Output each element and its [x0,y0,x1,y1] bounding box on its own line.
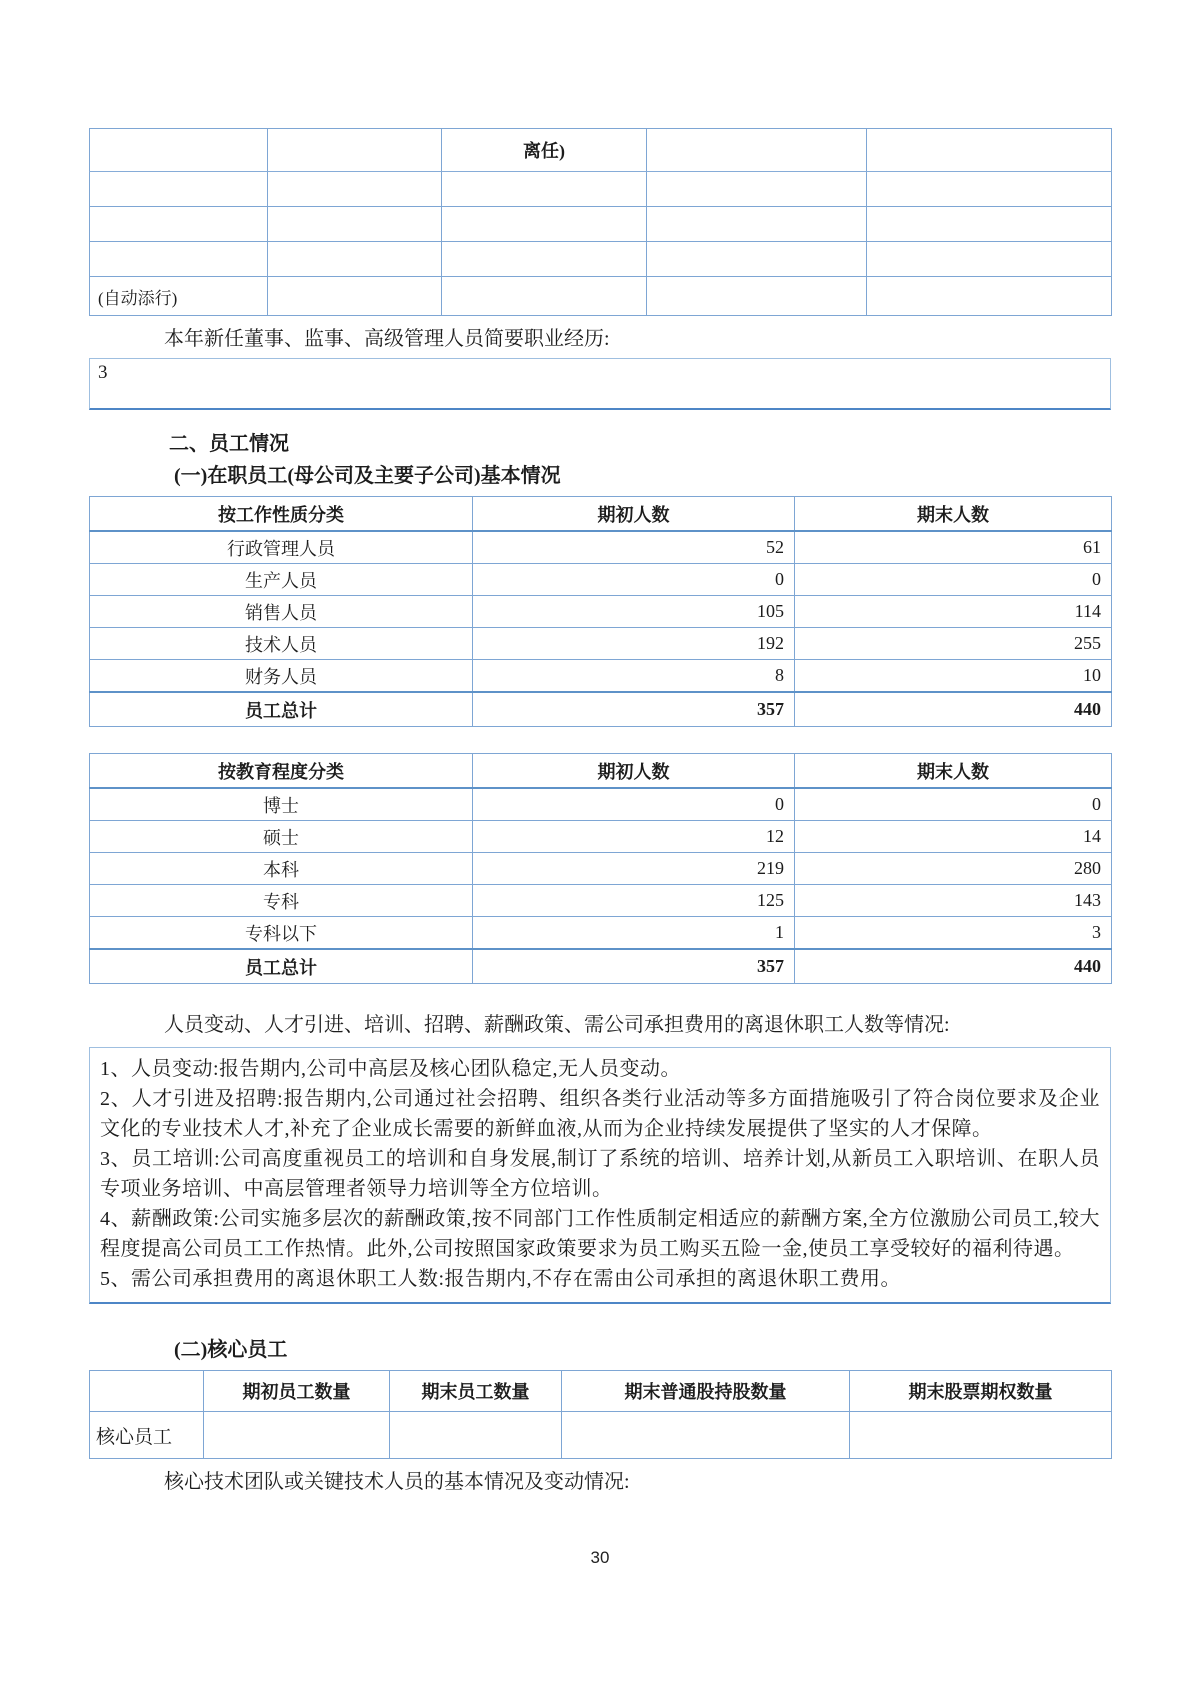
table-cell [442,277,647,316]
end-count: 61 [795,531,1112,564]
table-cell-departure: 离任) [442,129,647,172]
hr-notes-intro: 人员变动、人才引进、培训、招聘、薪酬政策、需公司承担费用的离退休职工人数等情况: [164,1014,950,1036]
column-header: 期初人数 [473,754,795,789]
hr-paragraph-recruitment: 2、人才引进及招聘:报告期内,公司通过社会招聘、组织各类行业活动等多方面措施吸引了符合岗位要求及企业文化的专业技术人才,补充了企业成长需要的新鲜血液,从而为企业持续发展提供了坚实的人才保障。 [100,1088,1100,1140]
begin-count: 1 [473,917,795,950]
table-row [90,853,1112,885]
new-officers-bio-box: 3 [89,358,1111,410]
employees-by-education-table [89,753,1112,984]
end-count: 14 [795,821,1112,853]
table-row [90,917,1112,950]
page-number: 30 [590,1548,610,1567]
row-label: 硕士 [90,821,473,853]
end-count: 143 [795,885,1112,917]
total-end-count: 440 [795,949,1112,984]
core-employees-table [89,1370,1112,1459]
document-page [89,0,1111,1495]
table-cell [268,242,442,277]
begin-count: 52 [473,531,795,564]
column-header: 期末人数 [795,754,1112,789]
row-label: 技术人员 [90,628,473,660]
core-tech-team-note: 核心技术团队或关键技术人员的基本情况及变动情况: [164,1471,630,1493]
table-row [90,788,1112,821]
table-cell [647,207,867,242]
row-label: 本科 [90,853,473,885]
table-cell [442,207,647,242]
table-cell [867,172,1112,207]
column-header: 期初员工数量 [204,1371,390,1412]
row-label: 专科 [90,885,473,917]
begin-count: 105 [473,596,795,628]
table-cell [90,129,268,172]
begin-count: 219 [473,853,795,885]
table-cell [442,172,647,207]
table-cell [268,172,442,207]
table-row [90,1412,1112,1459]
new-officers-bio-label: 本年新任董事、监事、高级管理人员简要职业经历: [164,328,610,350]
row-label: 财务人员 [90,660,473,693]
table-row [90,885,1112,917]
table-header-row [90,1371,1112,1412]
table-cell [867,207,1112,242]
table-cell [867,277,1112,316]
table-cell [647,172,867,207]
table-cell [867,242,1112,277]
officer-change-table [89,128,1112,316]
section-heading-employees: 二、员工情况 [169,433,289,455]
total-label: 员工总计 [90,692,473,727]
table-row [90,821,1112,853]
table-cell [268,129,442,172]
end-count: 280 [795,853,1112,885]
begin-count: 125 [473,885,795,917]
corner-cell [90,1371,204,1412]
table-cell [204,1412,390,1459]
begin-count: 0 [473,788,795,821]
hr-paragraph-compensation: 4、薪酬政策:公司实施多层次的薪酬政策,按不同部门工作性质制定相适应的薪酬方案,全方位激励公司员工,较大程度提高公司员工工作热情。此外,公司按照国家政策要求为员工购买五险一金,使员工享受较好的福利待遇。 [100,1208,1100,1260]
column-header: 期末普通股持股数量 [562,1371,850,1412]
row-label-core-employees: 核心员工 [90,1412,204,1459]
table-row [90,596,1112,628]
end-count: 10 [795,660,1112,693]
hr-paragraph-personnel-change: 1、人员变动:报告期内,公司中高层及核心团队稳定,无人员变动。 [100,1058,682,1080]
end-count: 0 [795,788,1112,821]
column-header: 按工作性质分类 [90,497,473,532]
table-cell [647,277,867,316]
column-header: 期末股票期权数量 [850,1371,1112,1412]
table-row [90,242,1112,277]
table-cell [647,242,867,277]
end-count: 3 [795,917,1112,950]
table-total-row [90,949,1112,984]
total-begin-count: 357 [473,692,795,727]
total-begin-count: 357 [473,949,795,984]
total-end-count: 440 [795,692,1112,727]
table-row [90,129,1112,172]
row-label: 专科以下 [90,917,473,950]
column-header: 期末员工数量 [390,1371,562,1412]
table-row [90,564,1112,596]
row-label: 销售人员 [90,596,473,628]
table-row [90,172,1112,207]
top-margin [89,0,1111,128]
begin-count: 8 [473,660,795,693]
table-cell [268,207,442,242]
table-row [90,277,1112,316]
table-header-row [90,754,1112,789]
table-cell [90,172,268,207]
table-total-row [90,692,1112,727]
hr-notes-box [89,1047,1111,1304]
table-cell [562,1412,850,1459]
table-header-row [90,497,1112,532]
subsection-heading-active-employees: (一)在职员工(母公司及主要子公司)基本情况 [174,465,561,487]
table-row [90,531,1112,564]
table-cell [647,129,867,172]
column-header: 期末人数 [795,497,1112,532]
table-cell [268,277,442,316]
end-count: 0 [795,564,1112,596]
begin-count: 0 [473,564,795,596]
hr-paragraph-training: 3、员工培训:公司高度重视员工的培训和自身发展,制订了系统的培训、培养计划,从新员工入职培训、在职人员专项业务培训、中高层管理者领导力培训等全方位培训。 [100,1148,1100,1200]
table-cell [850,1412,1112,1459]
table-cell [90,207,268,242]
end-count: 255 [795,628,1112,660]
table-row [90,628,1112,660]
table-cell [867,129,1112,172]
row-label: 生产人员 [90,564,473,596]
end-count: 114 [795,596,1112,628]
table-row [90,660,1112,693]
table-cell [442,242,647,277]
column-header: 按教育程度分类 [90,754,473,789]
total-label: 员工总计 [90,949,473,984]
subsection-heading-core-employees: (二)核心员工 [174,1339,288,1361]
row-label: 博士 [90,788,473,821]
employees-by-job-table [89,496,1112,727]
row-label: 行政管理人员 [90,531,473,564]
table-cell [390,1412,562,1459]
table-cell [90,242,268,277]
begin-count: 192 [473,628,795,660]
hr-paragraph-retirees: 5、需公司承担费用的离退休职工人数:报告期内,不存在需由公司承担的离退休职工费用。 [100,1268,902,1290]
table-row [90,207,1112,242]
column-header: 期初人数 [473,497,795,532]
auto-add-row-label: (自动添行) [90,277,268,316]
begin-count: 12 [473,821,795,853]
